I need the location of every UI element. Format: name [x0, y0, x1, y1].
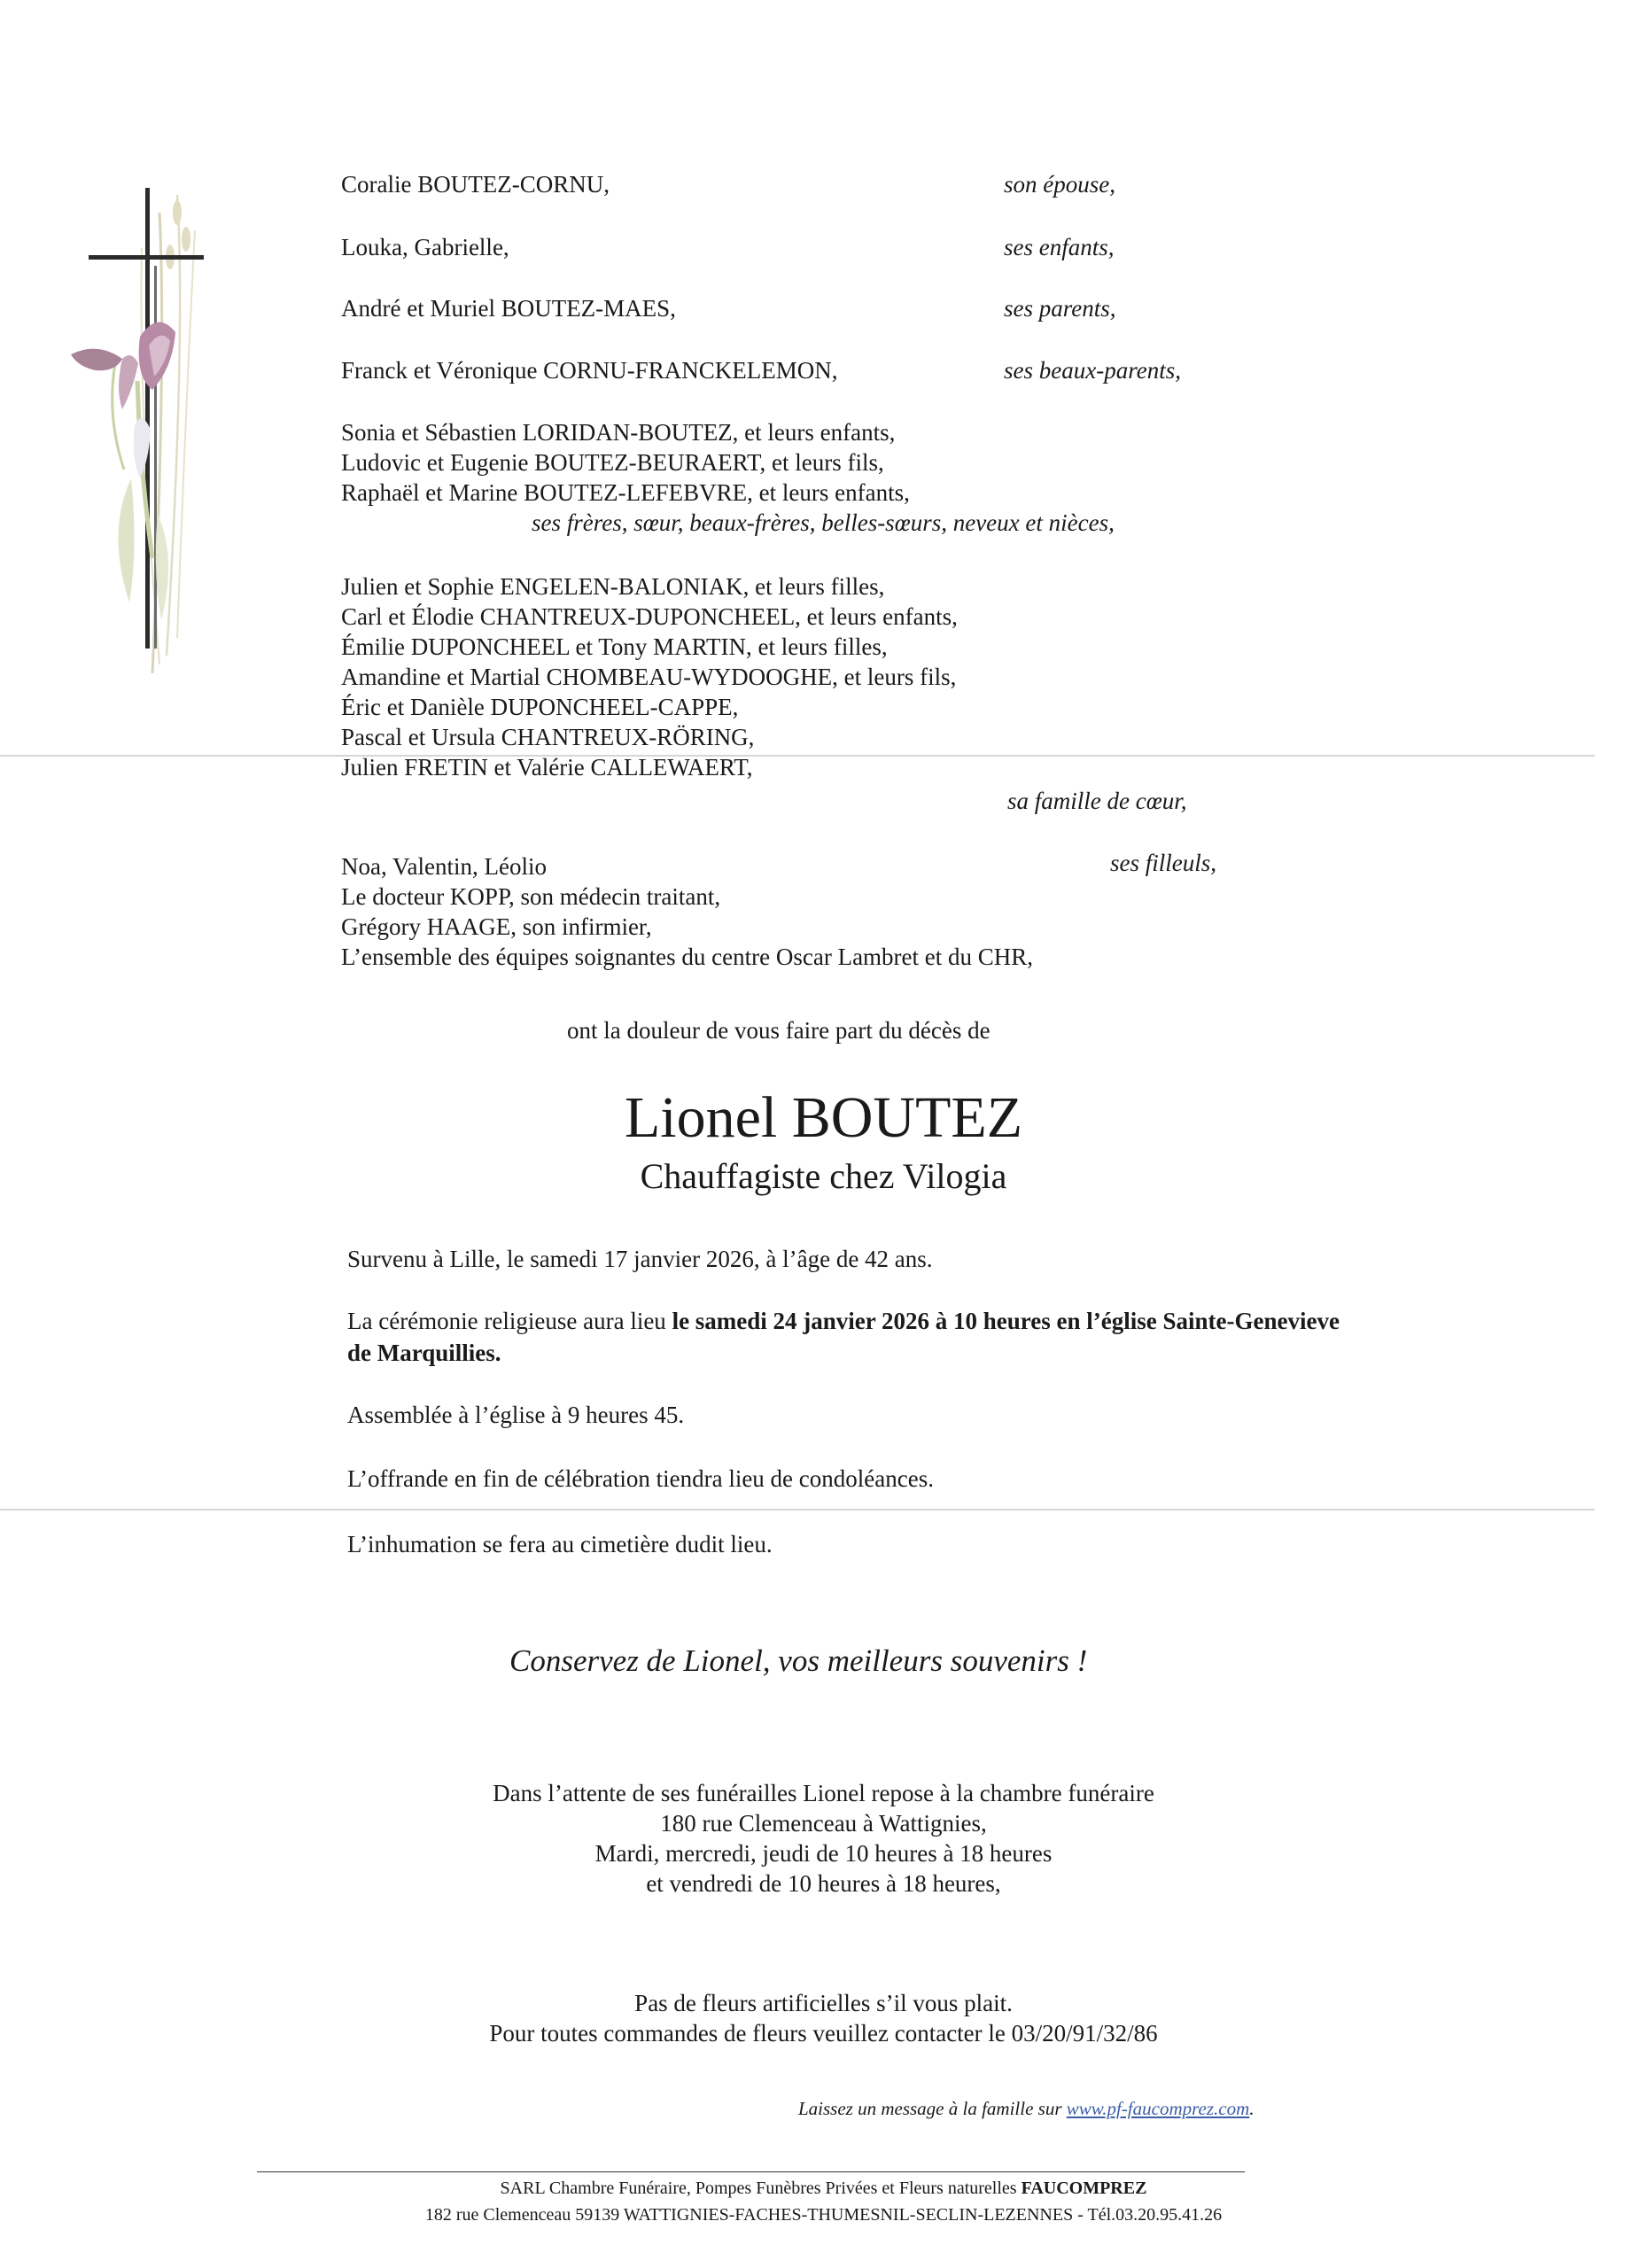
other-entry: L’ensemble des équipes soignantes du centre Oscar Lambret et du CHR, [341, 944, 1034, 970]
footer-brand: FAUCOMPREZ [1021, 2179, 1147, 2198]
parents-names: André et Muriel BOUTEZ-MAES, [341, 295, 676, 322]
deceased-occupation: Chauffagiste chez Vilogia [640, 1156, 1007, 1196]
godchildren-names: Noa, Valentin, Léolio [341, 853, 547, 880]
ceremony-place-end: de Marquillies. [347, 1340, 501, 1366]
cross-lily-illustration [53, 177, 230, 673]
deceased-name: Lionel BOUTEZ [624, 1085, 1023, 1150]
heart-family-entry: Julien et Sophie ENGELEN-BALONIAK, et leurs filles, [341, 573, 885, 600]
heart-family-entry: Pascal et Ursula CHANTREUX-RÖRING, [341, 724, 755, 750]
heart-family-role: sa famille de cœur, [1007, 788, 1187, 814]
announcement: ont la douleur de vous faire part du décès de [567, 1017, 991, 1044]
message-end: . [1249, 2098, 1255, 2119]
flowers-contact: Pour toutes commandes de fleurs veuillez contacter le 03/20/91/32/86 [489, 2020, 1158, 2047]
sibling-entry: Raphaël et Marine BOUTEZ-LEFEBVRE, et leurs enfants, [341, 479, 910, 506]
sibling-entry: Ludovic et Eugenie BOUTEZ-BEURAERT, et leurs fils, [341, 449, 884, 476]
footer-divider [257, 2171, 1245, 2172]
other-entry: Le docteur KOPP, son médecin traitant, [341, 883, 721, 910]
footer-company-text: SARL Chambre Funéraire, Pompes Funèbres Privées et Fleurs naturelles [500, 2179, 1022, 2198]
assembly-details: Assemblée à l’église à 9 heures 45. [347, 1402, 685, 1428]
parents-role: ses parents, [1004, 295, 1116, 322]
children-role: ses enfants, [1004, 234, 1115, 260]
heart-family-entry: Émilie DUPONCHEEL et Tony MARTIN, et leurs filles, [341, 633, 888, 660]
death-details: Survenu à Lille, le samedi 17 janvier 2026, à l’âge de 42 ans. [347, 1246, 933, 1272]
sibling-entry: Sonia et Sébastien LORIDAN-BOUTEZ, et leurs enfants, [341, 419, 896, 446]
in-laws-names: Franck et Véronique CORNU-FRANCKELEMON, [341, 357, 838, 384]
in-laws-role: ses beaux-parents, [1004, 357, 1181, 384]
heart-family-entry: Amandine et Martial CHOMBEAU-WYDOOGHE, et leurs fils, [341, 664, 957, 690]
burial-details: L’inhumation se fera au cimetière dudit lieu. [347, 1531, 773, 1557]
heart-family-entry: Carl et Élodie CHANTREUX-DUPONCHEEL, et leurs enfants, [341, 603, 958, 630]
visitation-line: Mardi, mercredi, jeudi de 10 heures à 18 heures [594, 1840, 1053, 1867]
heart-family-entry: Julien FRETIN et Valérie CALLEWAERT, [341, 754, 753, 781]
spouse-role: son épouse, [1004, 171, 1115, 198]
ceremony-details [347, 1306, 1340, 1336]
ceremony-date-place: le samedi 24 janvier 2026 à 10 heures en l’église Sainte-Genevieve [672, 1308, 1340, 1334]
children-names: Louka, Gabrielle, [341, 234, 509, 260]
fold-line [0, 755, 1595, 757]
website-link[interactable]: www.pf-faucomprez.com [1066, 2098, 1250, 2119]
visitation-line: Dans l’attente de ses funérailles Lionel repose à la chambre funéraire [493, 1780, 1154, 1806]
fold-line [0, 1509, 1595, 1511]
visitation-line: 180 rue Clemenceau à Wattignies, [660, 1810, 987, 1837]
offering-details: L’offrande en fin de célébration tiendra lieu de condoléances. [347, 1465, 934, 1492]
spouse-name: Coralie BOUTEZ-CORNU, [341, 171, 610, 198]
siblings-role: ses frères, sœur, beaux-frères, belles-sœurs, neveux et nièces, [532, 509, 1115, 536]
ceremony-prefix: La cérémonie religieuse aura lieu [347, 1308, 672, 1334]
footer-address: 182 rue Clemenceau 59139 WATTIGNIES-FACHES-THUMESNIL-SECLIN-LEZENNES - Tél.03.20.95.41.26 [424, 2205, 1223, 2225]
godchildren-role: ses filleuls, [1110, 850, 1216, 876]
flowers-notice: Pas de fleurs artificielles s’il vous plait. [634, 1990, 1013, 2016]
heart-family-entry: Éric et Danièle DUPONCHEEL-CAPPE, [341, 694, 739, 720]
message-line [798, 2097, 1255, 2120]
closing-message: Conservez de Lionel, vos meilleurs souvenirs ! [509, 1643, 1088, 1678]
other-entry: Grégory HAAGE, son infirmier, [341, 913, 652, 940]
visitation-line: et vendredi de 10 heures à 18 heures, [646, 1870, 1001, 1897]
footer-company [0, 2177, 1647, 2200]
message-text: Laissez un message à la famille sur [798, 2098, 1067, 2119]
